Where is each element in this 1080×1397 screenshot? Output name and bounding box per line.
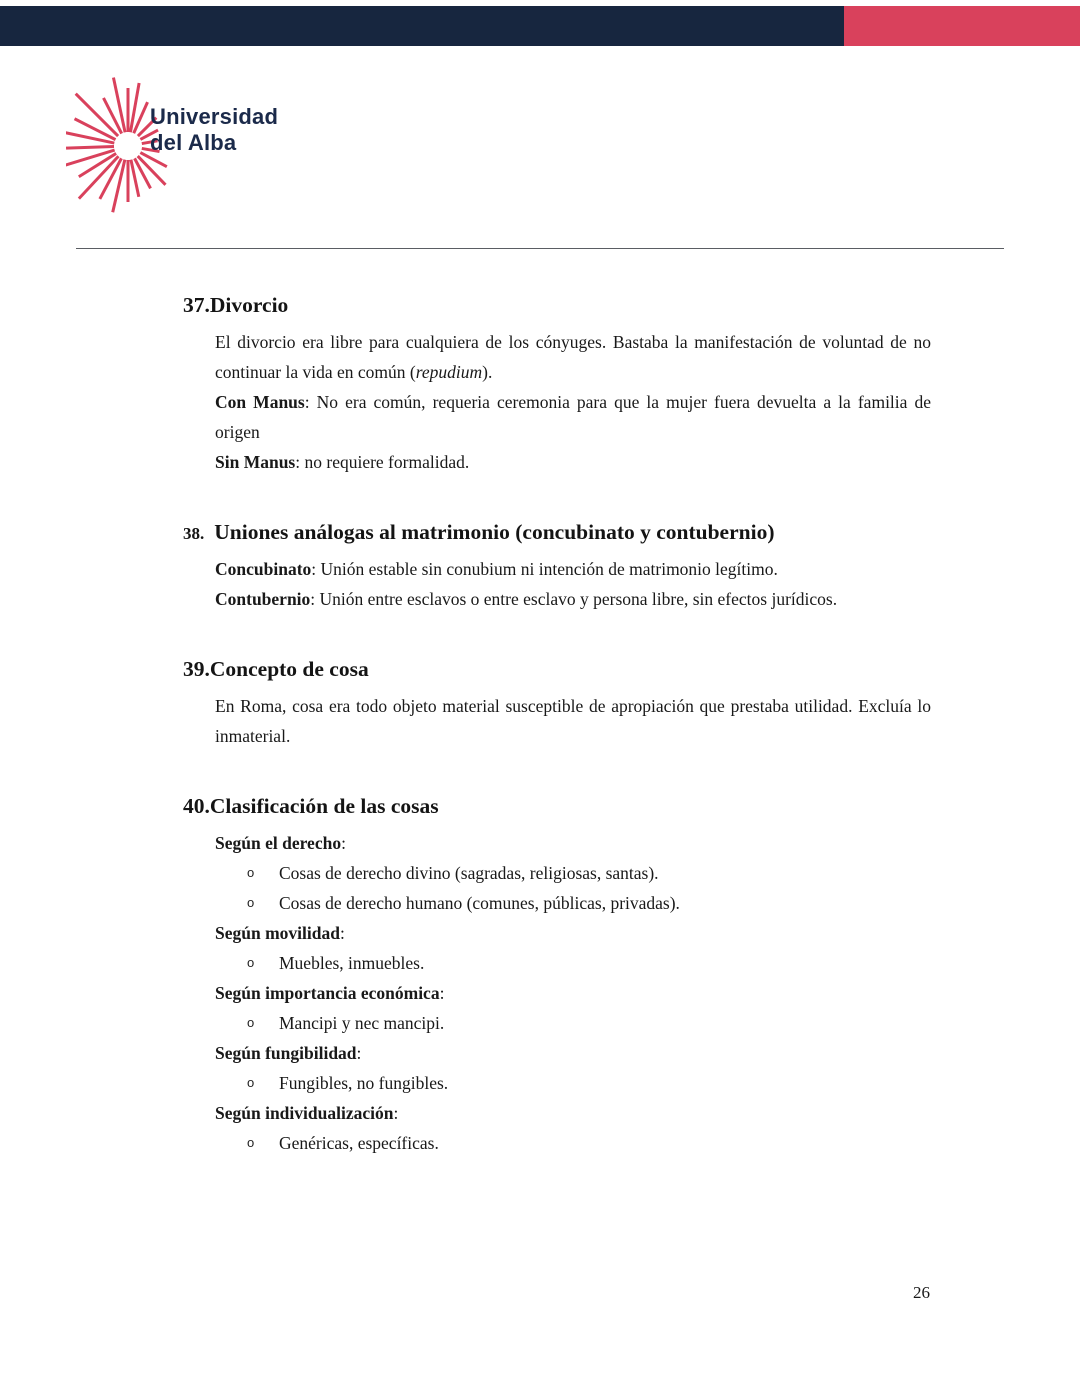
section-title: Uniones análogas al matrimonio (concubinato y contubernio) [214,519,775,544]
text-run: Con Manus [215,391,305,412]
text-run: Según el derecho [215,832,342,853]
university-name-line1: Universidad [150,104,279,129]
text-run: Concubinato [215,558,312,579]
bullet-text [279,1008,931,1038]
bullet-text [279,1128,931,1158]
document-section [183,292,931,477]
section-number: 37. [183,293,210,317]
university-name [150,104,278,156]
document-section [183,656,931,751]
text-run: Cosas de derecho divino (sagradas, religiosas, santas). [279,862,659,883]
document-section [183,793,931,1158]
bullet-text [279,1068,931,1098]
bullet-item [247,888,931,918]
bullet-item [247,1068,931,1098]
text-run: El divorcio era libre para cualquiera de los cónyuges. Bastaba la manifestación de voluntad de no continuar la vida en común ( [215,331,931,382]
document-content [183,292,931,1158]
section-number: 39. [183,656,210,681]
text-run: : No era común, requeria ceremonia para que la mujer fuera devuelta a la familia de origen [215,391,931,442]
text-run: : [339,922,345,943]
text-run: : Unión estable sin conubium ni intención de matrimonio legítimo. [311,558,778,579]
paragraph [215,327,931,387]
text-run: Muebles, inmuebles. [279,952,425,973]
text-run: Sin Manus [215,451,296,472]
paragraph [215,1098,931,1128]
section-title: Divorcio [209,293,289,317]
bullet-item [247,948,931,978]
paragraph [215,554,931,584]
text-run: Según importancia económica [215,982,440,1003]
bullet-text [279,948,931,978]
text-run: : [393,1102,399,1123]
section-title: Clasificación de las cosas [209,793,439,818]
text-run: : [341,832,346,853]
bullet-text [279,888,931,918]
university-logo [66,58,326,233]
university-name-line2: del Alba [150,129,237,155]
text-run: : Unión entre esclavos o entre esclavo y persona libre, sin efectos jurídicos. [310,588,838,609]
section-number: 40. [183,793,210,818]
text-run: Contubernio [215,588,311,609]
text-run: Según individualización [215,1102,394,1123]
paragraph [215,828,931,858]
paragraph [215,387,931,447]
text-run: repudium [415,361,483,382]
section-heading [183,793,931,821]
paragraph [215,584,931,614]
text-run: Genéricas, específicas. [279,1132,439,1153]
header-red-bar [844,6,1080,46]
text-run: ). [482,361,493,382]
section-title: Concepto de cosa [209,656,369,681]
bullet-marker-icon: o [247,1014,255,1030]
paragraph [215,918,931,948]
text-run: Mancipi y nec mancipi. [279,1012,445,1033]
bullet-marker-icon: o [247,1134,255,1150]
text-run: : [356,1042,362,1063]
header-divider [76,248,1004,249]
document-section [183,519,931,614]
bullet-text [279,858,931,888]
text-run: Según movilidad [215,922,340,943]
paragraph [215,447,931,477]
text-run: Cosas de derecho humano (comunes, públicas, privadas). [279,892,680,913]
bullet-item [247,858,931,888]
paragraph [215,1038,931,1068]
bullet-marker-icon: o [247,864,255,880]
section-heading [183,656,931,684]
bullet-marker-icon: o [247,894,255,910]
bullet-item [247,1008,931,1038]
text-run: : [439,982,445,1003]
section-number: 38. [183,523,205,543]
bullet-item [247,1128,931,1158]
bullet-marker-icon: o [247,954,255,970]
text-run: Fungibles, no fungibles. [279,1072,449,1093]
page-number: 26 [913,1283,930,1302]
section-heading [183,519,931,547]
header-navy-bar [0,6,1080,46]
section-heading [183,292,931,320]
text-run: Según fungibilidad [215,1042,357,1063]
text-run: : no requiere formalidad. [295,451,470,472]
bullet-marker-icon: o [247,1074,255,1090]
paragraph [215,978,931,1008]
paragraph [215,691,931,751]
text-run: En Roma, cosa era todo objeto material susceptible de apropiación que prestaba utilidad. Excluía lo inmaterial. [215,695,931,746]
